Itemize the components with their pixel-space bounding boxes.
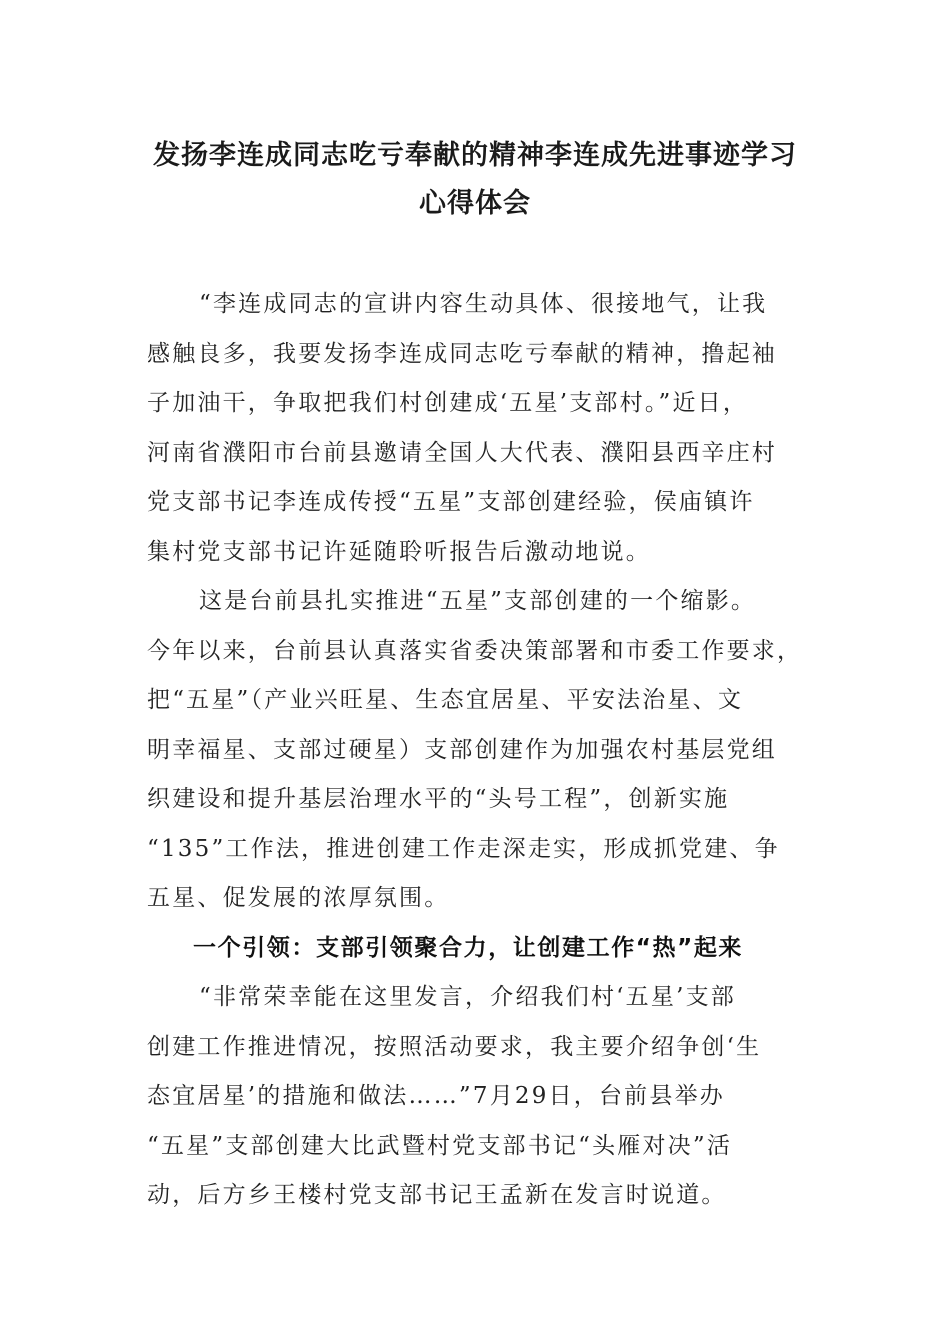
paragraph-line: 感触良多，我要发扬李连成同志吃亏奉献的精神，撸起袖 — [147, 340, 777, 367]
paragraph-line: 河南省濮阳市台前县邀请全国人大代表、濮阳县西辛庄村 — [147, 439, 777, 466]
paragraph-line: 态宜居星’的措施和做法……”7月29日，台前县举办 — [147, 1083, 725, 1109]
document-title — [130, 132, 820, 228]
paragraph-2 — [147, 577, 803, 924]
paragraph-line: 今年以来，台前县认真落实省委决策部署和市委工作要求， — [147, 637, 803, 664]
paragraph-line: 党支部书记李连成传授“五星”支部创建经验，侯庙镇许 — [147, 489, 755, 515]
paragraph-line: “五星”支部创建大比武暨村党支部书记“头雁对决”活 — [147, 1132, 733, 1159]
paragraph-line: 动，后方乡王楼村党支部书记王孟新在发言时说道。 — [147, 1182, 727, 1208]
paragraph-line: 把“五星”（产业兴旺星、生态宜居星、平安法治星、文 — [147, 687, 744, 713]
document-body — [147, 280, 803, 1221]
paragraph-line: 五星、促发展的浓厚氛围。 — [147, 885, 450, 911]
title-line: 心得体会 — [419, 188, 531, 219]
paragraph-line: 织建设和提升基层治理水平的“头号工程”，创新实施 — [147, 786, 730, 812]
paragraph-line: “非常荣幸能在这里发言，介绍我们村‘五星’支部 — [199, 984, 736, 1010]
paragraph-line: 这是台前县扎实推进“五星”支部创建的一个缩影。 — [199, 588, 757, 614]
paragraph-line: 明幸福星、支部过硬星）支部创建作为加强农村基层党组 — [147, 736, 777, 763]
title-line: 发扬李连成同志吃亏奉献的精神李连成先进事迹学习 — [153, 140, 797, 171]
section-heading: 一个引领：支部引领聚合力，让创建工作“热”起来 — [193, 934, 744, 961]
paragraph-1 — [147, 280, 797, 577]
paragraph-line: 集村党支部书记许延随聆听报告后激动地说。 — [147, 538, 651, 565]
paragraph-line: 子加油干，争取把我们村创建成‘五星’支部村。”近日， — [147, 390, 749, 416]
paragraph-line: “李连成同志的宣讲内容生动具体、很接地气，让我 — [199, 291, 768, 317]
paragraph-line: 创建工作推进情况，按照活动要求，我主要介绍争创‘生 — [147, 1033, 762, 1060]
paragraph-3 — [147, 973, 797, 1221]
paragraph-line: “135”工作法，推进创建工作走深走实，形成抓党建、争 — [147, 835, 780, 862]
